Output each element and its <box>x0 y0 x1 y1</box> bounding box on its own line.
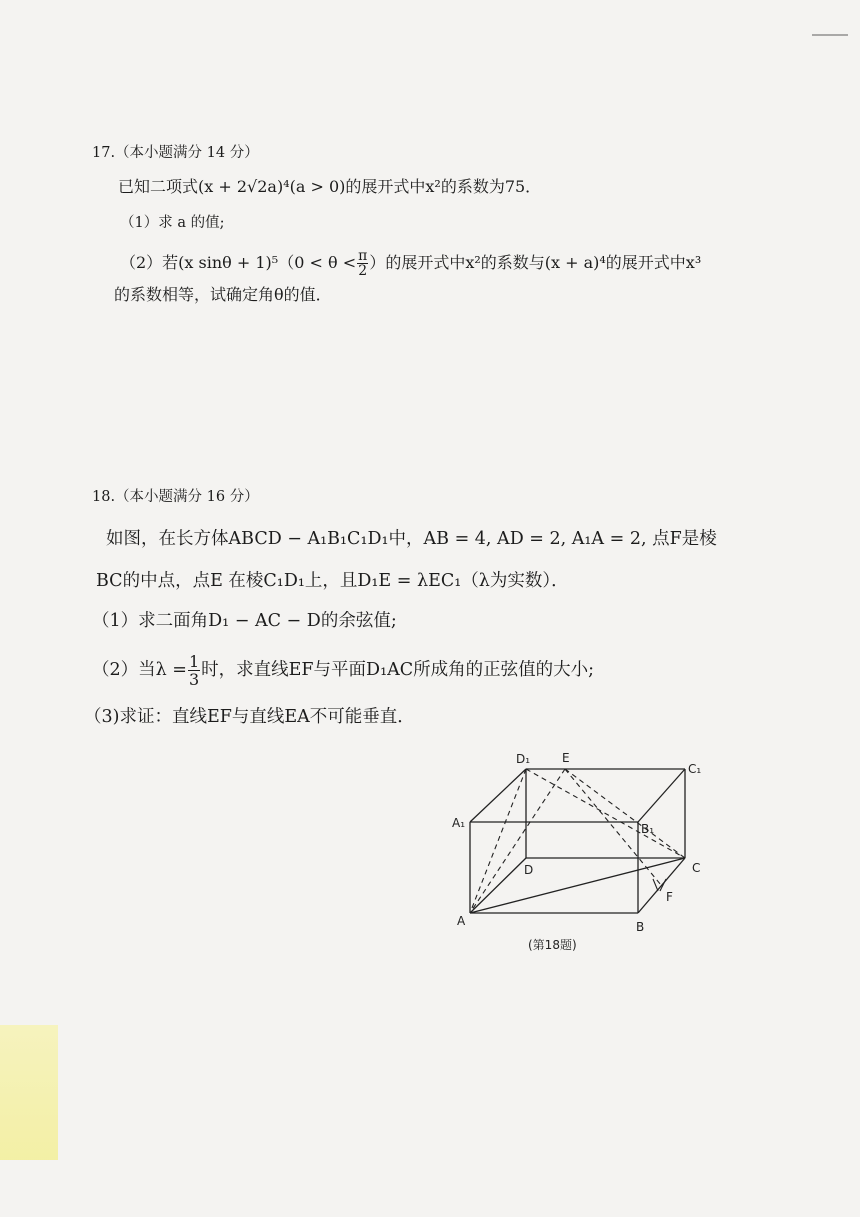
fraction-denominator: 3 <box>188 670 200 689</box>
line-d1-c <box>526 769 685 858</box>
fraction-numerator: π <box>358 248 368 264</box>
edge-b-c <box>638 858 685 913</box>
q17-part2-continued: 的系数相等，试确定角θ的值． <box>114 285 332 304</box>
label-a1: A₁ <box>452 816 466 830</box>
label-a: A <box>457 914 466 928</box>
line-e-a <box>470 769 565 913</box>
one-third-fraction <box>188 653 200 688</box>
q17-part2 <box>120 246 701 280</box>
q18-part1: （1）求二面角D₁ − AC − D的余弦值; <box>92 611 397 631</box>
q18-part2-text-b: 时，求直线EF与平面D₁AC所成角的正弦值的大小; <box>201 660 595 680</box>
q18-part3: （3)求证：直线EF与直线EA不可能垂直． <box>84 707 415 727</box>
q17-part2-text-a: （2）若(x sinθ + 1)⁵（0 < θ < <box>120 253 357 272</box>
line-e-c <box>565 769 685 858</box>
q18-stem-line1: 如图，在长方体ABCD − A₁B₁C₁D₁中，AB = 4, AD = 2, A₁A = 2, 点F是棱 <box>106 529 717 549</box>
paper-stain <box>0 1025 58 1160</box>
q17-stem: 已知二项式(x + 2√2a)⁴(a > 0)的展开式中x²的系数为75． <box>118 177 542 196</box>
label-b: B <box>636 920 645 934</box>
label-d1: D₁ <box>516 752 531 766</box>
label-b1: B₁ <box>641 822 655 836</box>
edge-a1-d1 <box>470 769 526 822</box>
scan-smudge <box>812 34 848 36</box>
edge-a-d <box>470 858 526 913</box>
line-d1-a <box>470 769 526 913</box>
label-d: D <box>524 863 534 877</box>
fraction-denominator: 2 <box>358 263 368 279</box>
label-c: C <box>692 861 701 875</box>
figure-caption: (第18题) <box>528 938 577 952</box>
label-e: E <box>562 751 570 765</box>
q18-part2-text-a: （2）当λ = <box>92 660 187 680</box>
q17-part1: （1）求 a 的值; <box>120 215 225 231</box>
label-f: F <box>666 890 673 904</box>
cuboid-diagram <box>450 745 720 960</box>
pi-over-two-fraction <box>357 249 368 278</box>
cuboid-figure <box>450 745 720 960</box>
label-c1: C₁ <box>688 762 702 776</box>
fraction-numerator: 1 <box>188 652 200 671</box>
line-a-c <box>470 858 685 913</box>
q17-part2-text-b: ）的展开式中x²的系数与(x + a)⁴的展开式中x³ <box>369 253 702 272</box>
edge-b1-c1 <box>638 769 685 822</box>
q18-part2 <box>92 648 594 692</box>
q18-stem-line2: BC的中点，点E 在棱C₁D₁上，且D₁E = λEC₁（λ为实数）． <box>96 571 569 591</box>
q17-header: 17.（本小题满分 14 分） <box>92 145 259 161</box>
q18-header: 18.（本小题满分 16 分） <box>92 489 259 505</box>
